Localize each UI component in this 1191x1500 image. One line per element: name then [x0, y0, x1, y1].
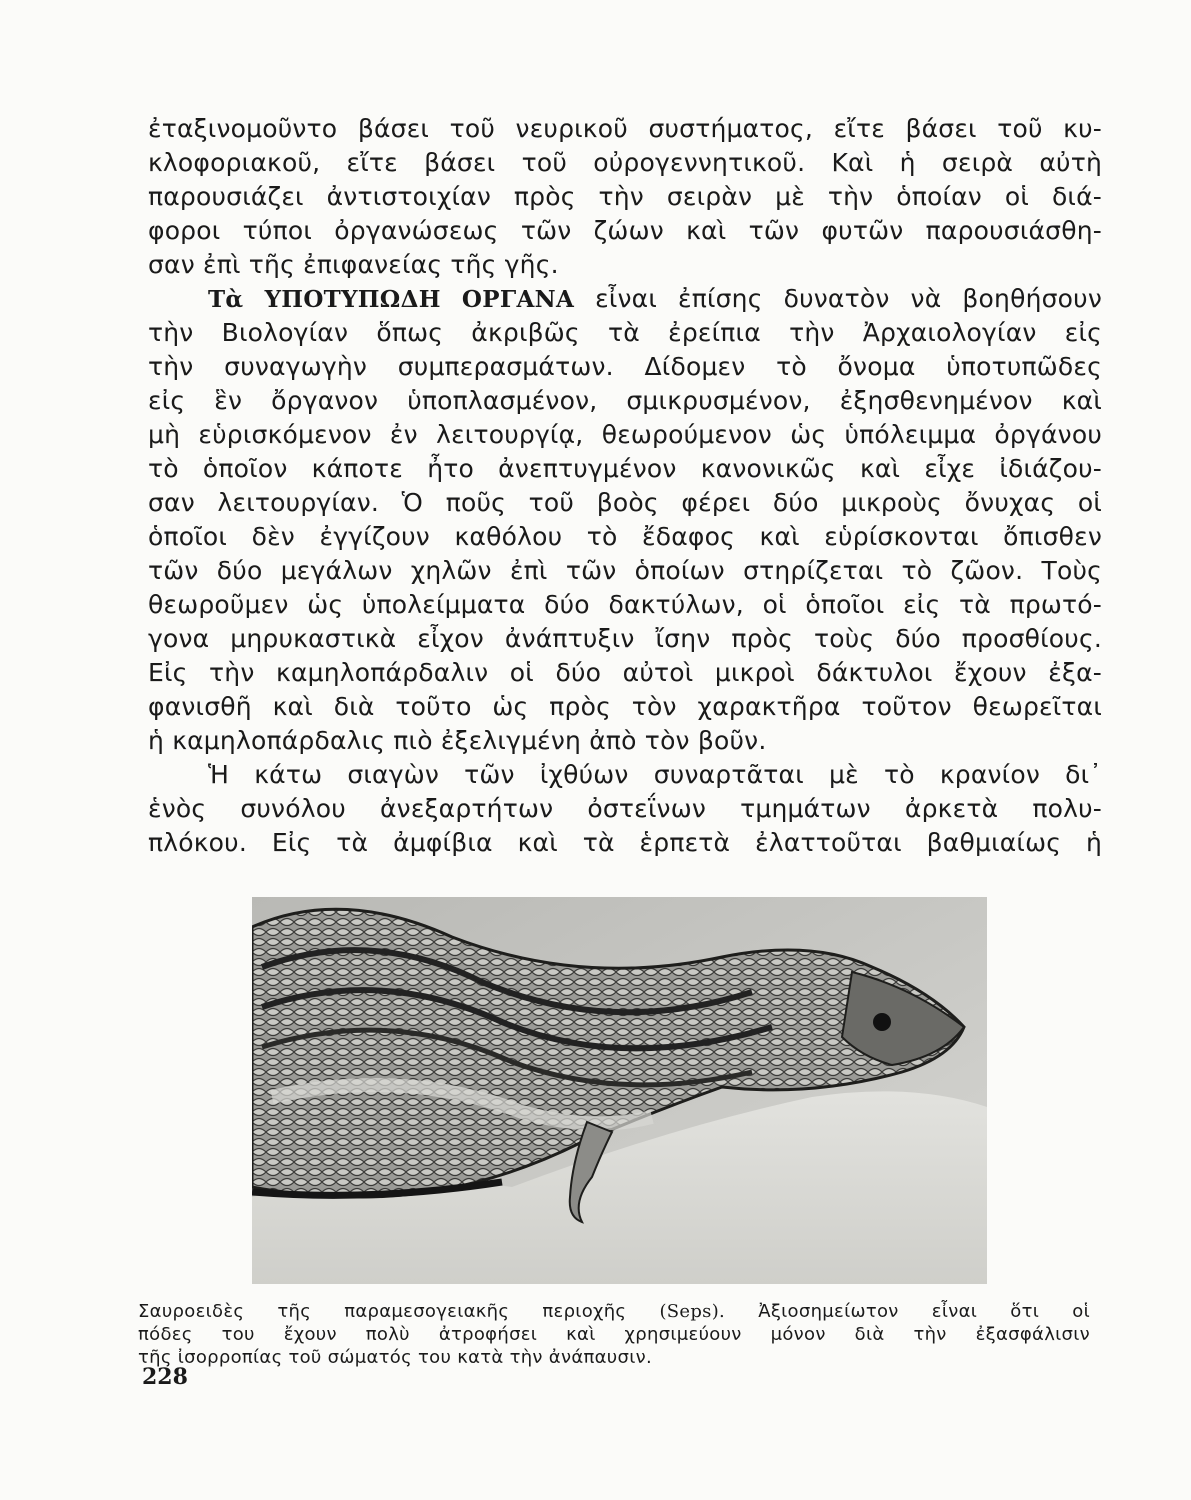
- text-line: τῶν δύο μεγάλων χηλῶν ἐπὶ τῶν ὁποίων στηρίζεται τὸ ζῶον. Τοὺς: [148, 556, 1102, 585]
- caption-line: πόδες του ἔχουν πολὺ ἀτροφήσει καὶ χρησιμεύουν μόνον διὰ τὴν ἐξασφάλισιν: [138, 1324, 1090, 1345]
- text-line: ἡ καμηλοπάρδαλις πιὸ ἐξελιγμένη ἀπὸ τὸν βοῦν.: [148, 726, 767, 755]
- text-fragment: εἶναι ἐπίσης δυνατὸν νὰ βοηθήσουν: [595, 284, 1102, 313]
- section-heading: Τὰ ΥΠΟΤΥΠΩΔΗ ΟΡΓΑΝΑ: [208, 286, 575, 313]
- caption-line: [138, 1300, 1090, 1323]
- text-line: τὴν συναγωγὴν συμπερασμάτων. Δίδομεν τὸ ὄνομα ὑποτυπῶδες: [148, 352, 1102, 381]
- paragraph-1: [148, 112, 1102, 282]
- text-line: σαν λειτουργίαν. Ὁ ποῦς τοῦ βοὸς φέρει δύο μικροὺς ὄνυχας οἱ: [148, 488, 1102, 517]
- text-line: φανισθῆ καὶ διὰ τοῦτο ὡς πρὸς τὸν χαρακτῆρα τοῦτον θεωρεῖται: [148, 692, 1102, 721]
- text-line: γονα μηρυκαστικὰ εἶχον ἀνάπτυξιν ἴσην πρὸς τοὺς δύο προσθίους.: [148, 624, 1102, 653]
- text-line: κλοφοριακοῦ, εἴτε βάσει τοῦ οὐρογεννητικοῦ. Καὶ ἡ σειρὰ αὐτὴ: [148, 148, 1102, 177]
- text-line: φοροι τύποι ὀργανώσεως τῶν ζώων καὶ τῶν φυτῶν παρουσιάσθη-: [148, 216, 1102, 245]
- caption-text: Ἀξιοσημείωτον εἶναι ὅτι οἱ: [758, 1301, 1090, 1322]
- text-line: σαν ἐπὶ τῆς ἐπιφανείας τῆς γῆς.: [148, 250, 559, 279]
- text-line: τὴν Βιολογίαν ὅπως ἀκριβῶς τὰ ἐρείπια τὴν Ἀρχαιολογίαν εἰς: [148, 318, 1102, 347]
- caption-latin-name: (Seps).: [659, 1301, 726, 1322]
- page-number: 228: [142, 1364, 188, 1390]
- lizard-photo: [252, 897, 987, 1284]
- lizard-illustration: [252, 897, 987, 1284]
- text-line: τὸ ὁποῖον κάποτε ἦτο ἀνεπτυγμένον κανονικῶς καὶ εἶχε ἰδιάζου-: [148, 454, 1102, 483]
- caption-text: Σαυροειδὲς τῆς παραμεσογειακῆς περιοχῆς: [138, 1301, 627, 1322]
- paragraph-3: [148, 758, 1102, 860]
- text-line: παρουσιάζει ἀντιστοιχίαν πρὸς τὴν σειρὰν μὲ τὴν ὁποίαν οἱ διά-: [148, 182, 1102, 211]
- text-line: [148, 282, 1102, 316]
- text-line: εἰς ἓν ὄργανον ὑποπλασμένον, σμικρυσμένον, ἐξησθενημένον καὶ: [148, 386, 1102, 415]
- body-text: [148, 112, 1102, 860]
- paragraph-2: [148, 282, 1102, 758]
- text-line: ὁποῖοι δὲν ἐγγίζουν καθόλου τὸ ἔδαφος καὶ εὑρίσκονται ὄπισθεν: [148, 522, 1102, 551]
- text-line: Εἰς τὴν καμηλοπάρδαλιν οἱ δύο αὐτοὶ μικροὶ δάκτυλοι ἔχουν ἐξα-: [148, 658, 1102, 687]
- text-line: μὴ εὑρισκόμενον ἐν λειτουργίᾳ, θεωρούμενον ὡς ὑπόλειμμα ὀργάνου: [148, 420, 1102, 449]
- caption-line: τῆς ἰσορροπίας τοῦ σώματός του κατὰ τὴν ἀνάπαυσιν.: [138, 1347, 652, 1368]
- text-line: ἐταξινομοῦντο βάσει τοῦ νευρικοῦ συστήματος, εἴτε βάσει τοῦ κυ-: [148, 114, 1102, 143]
- text-line: ἑνὸς συνόλου ἀνεξαρτήτων ὀστεΐνων τμημάτων ἀρκετὰ πολυ-: [148, 794, 1102, 823]
- lizard-eye: [873, 1013, 891, 1031]
- figure-caption: [138, 1300, 1090, 1369]
- text-line: πλόκου. Εἰς τὰ ἀμφίβια καὶ τὰ ἑρπετὰ ἐλαττοῦται βαθμιαίως ἡ: [148, 828, 1102, 857]
- text-line: θεωροῦμεν ὡς ὑπολείμματα δύο δακτύλων, οἱ ὁποῖοι εἰς τὰ πρωτό-: [148, 590, 1102, 619]
- text-line: Ἡ κάτω σιαγὼν τῶν ἰχθύων συναρτᾶται μὲ τὸ κρανίον δι᾽: [208, 760, 1102, 789]
